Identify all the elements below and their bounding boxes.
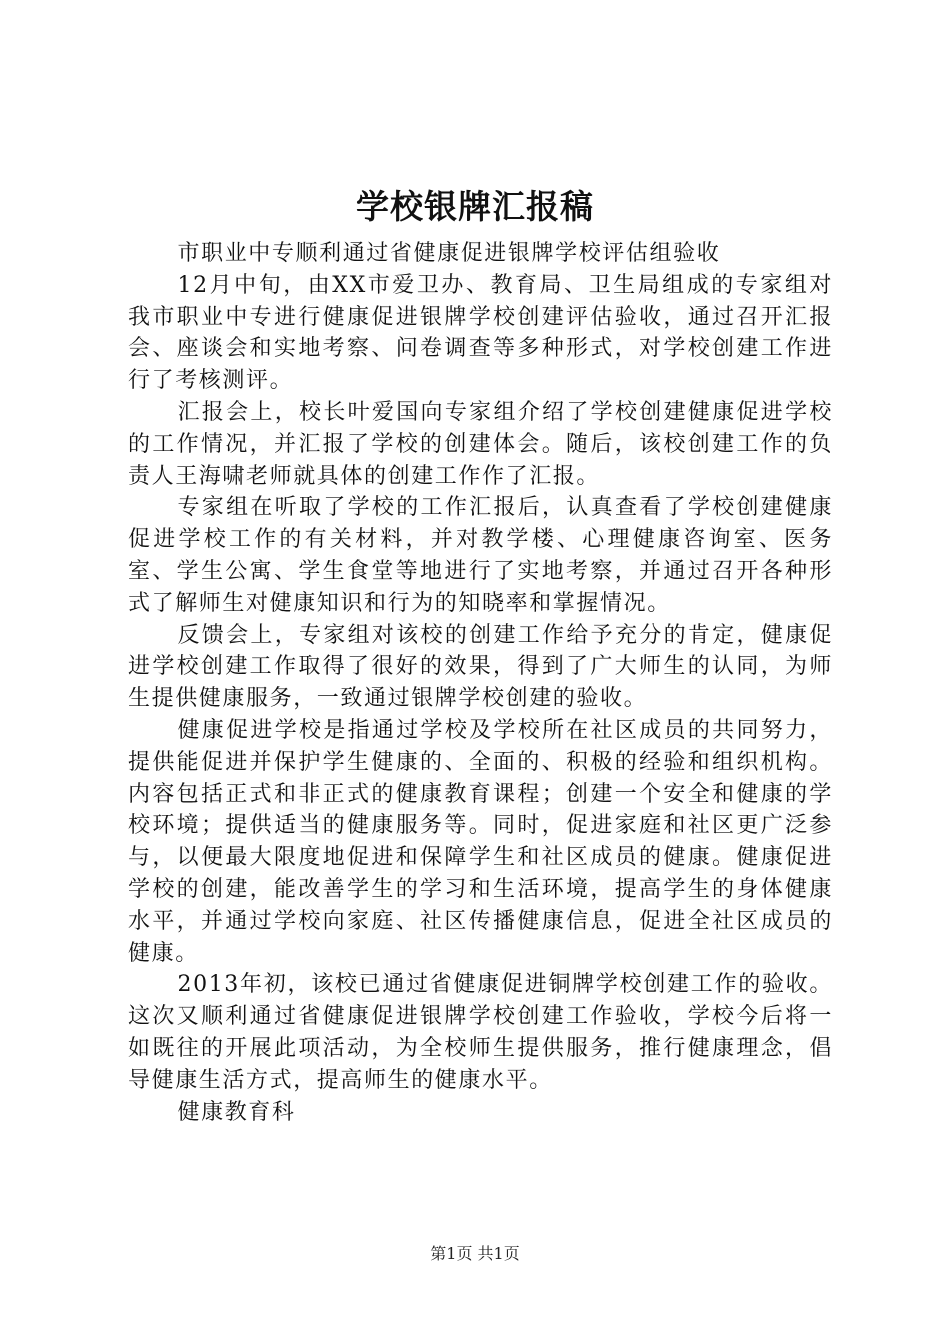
- paragraph: 汇报会上，校长叶爱国向专家组介绍了学校创建健康促进学校的工作情况，并汇报了学校的创建体会。随后，该校创建工作的负责人王海啸老师就具体的创建工作作了汇报。: [128, 399, 833, 489]
- paragraph: 反馈会上，专家组对该校的创建工作给予充分的肯定，健康促进学校创建工作取得了很好的效果，得到了广大师生的认同，为师生提供健康服务，一致通过银牌学校创建的验收。: [128, 622, 833, 712]
- paragraph-signature: 健康教育科: [177, 1099, 296, 1125]
- paragraph-subtitle: 市职业中专顺利通过省健康促进银牌学校评估组验收: [177, 241, 721, 266]
- document-body: [128, 238, 833, 1128]
- paragraph: 12月中旬，由XX市爱卫办、教育局、卫生局组成的专家组对我市职业中专进行健康促进银牌学校创建评估验收，通过召开汇报会、座谈会和实地考察、问卷调查等多种形式，对学校创建工作进行了考核测评。: [128, 272, 833, 394]
- document-title: 学校银牌汇报稿: [356, 187, 594, 226]
- paragraph: 2013年初，该校已通过省健康促进铜牌学校创建工作的验收。这次又顺利通过省健康促进银牌学校创建工作验收，学校今后将一如既往的开展此项活动，为全校师生提供服务，推行健康理念，倡导健康生活方式，提高师生的健康水平。: [128, 972, 833, 1093]
- paragraph: 专家组在听取了学校的工作汇报后，认真查看了学校创建健康促进学校工作的有关材料，并对教学楼、心理健康咨询室、医务室、学生公寓、学生食堂等地进行了实地考察，并通过召开各种形式了解师生对健康知识和行为的知晓率和掌握情况。: [128, 495, 833, 616]
- paragraph: 健康促进学校是指通过学校及学校所在社区成员的共同努力，提供能促进并保护学生健康的、全面的、积极的经验和组织机构。内容包括正式和非正式的健康教育课程；创建一个安全和健康的学校环境；提供适当的健康服务等。同时，促进家庭和社区更广泛参与，以便最大限度地促进和保障学生和社区成员的健康。健康促进学校的创建，能改善学生的学习和生活环境，提高学生的身体健康水平，并通过学校向家庭、社区传播健康信息，促进全社区成员的健康。: [128, 717, 833, 966]
- page-footer: 第1页 共1页: [430, 1244, 520, 1263]
